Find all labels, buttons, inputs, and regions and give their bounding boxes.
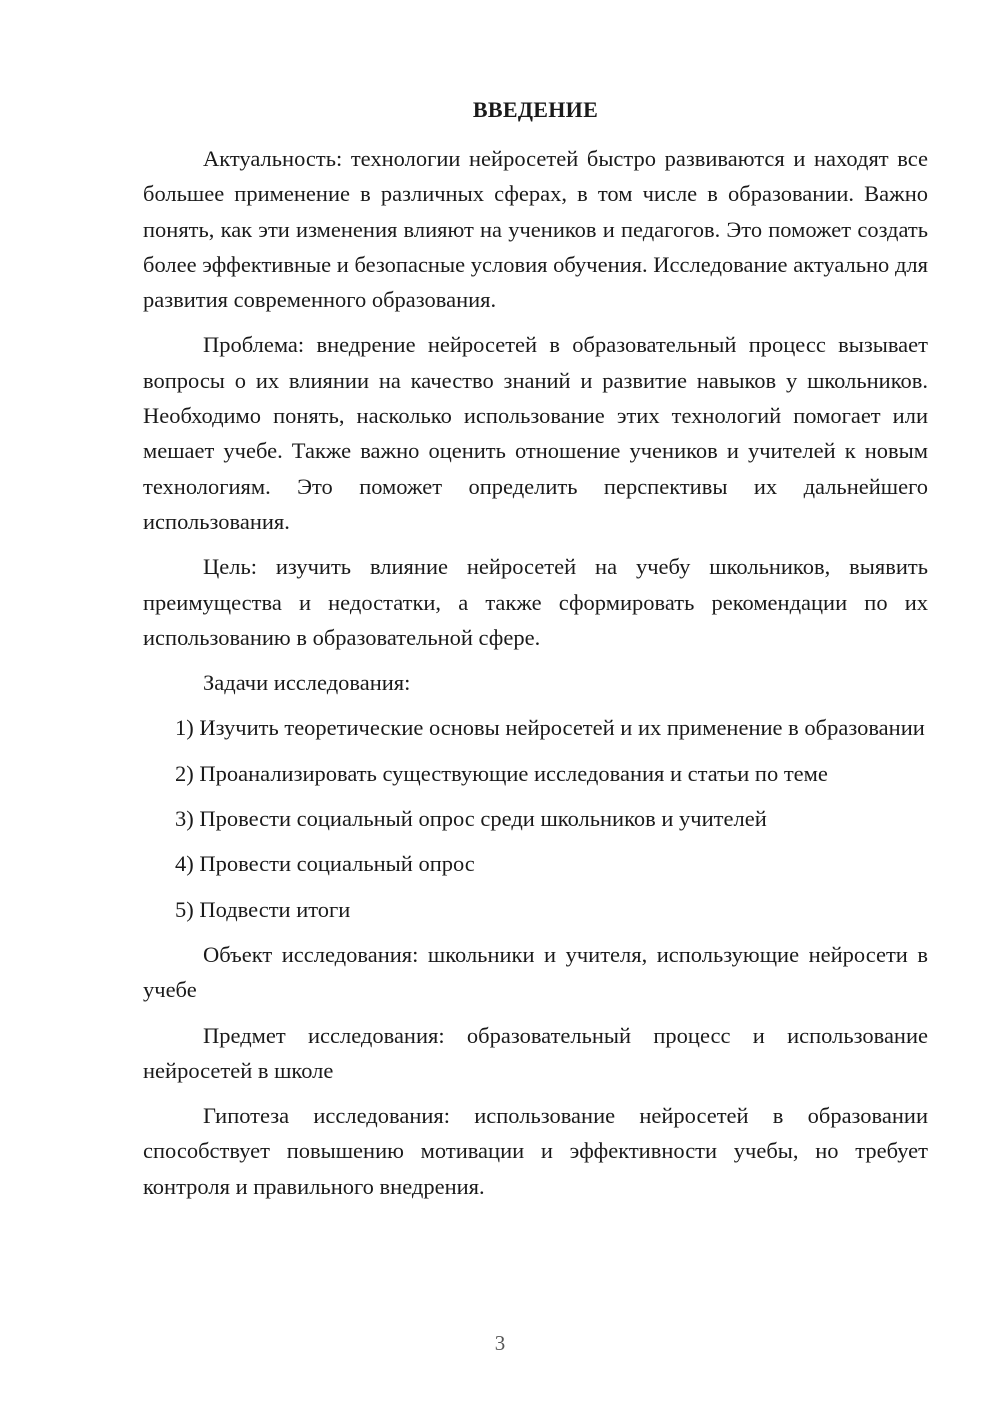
- task-item: 5) Подвести итоги: [175, 896, 351, 922]
- page-number: 3: [494, 1331, 506, 1355]
- hypothesis-paragraph: Гипотеза исследования: использование нейросетей в образовании способствует повышению мотивации и эффективности учебы, но требует контроля и правильного внедрения.: [143, 1103, 928, 1199]
- task-item: 2) Проанализировать существующие исследования и статьи по теме: [175, 760, 828, 786]
- relevance-paragraph: Актуальность: технологии нейросетей быстро развиваются и находят все большее применение в различных сферах, в том числе в образовании. Важно понять, как эти изменения влияют на учеников и педагогов. Это поможет создать более эффективные и безопасные условия обучения. Исследование актуально для развития современного образования.: [143, 146, 928, 313]
- task-item: 3) Провести социальный опрос среди школьников и учителей: [175, 806, 767, 832]
- object-paragraph: Объект исследования: школьники и учителя, использующие нейросети в учебе: [143, 941, 928, 1003]
- task-item: 1) Изучить теоретические основы нейросетей и их применение в образовании: [175, 715, 925, 741]
- problem-paragraph: Проблема: внедрение нейросетей в образовательный процесс вызывает вопросы о их влиянии на качество знаний и развитие навыков у школьников. Необходимо понять, насколько использование этих технологий помогает или мешает учебе. Также важно оценить отношение учеников и учителей к новым технологиям. Это поможет определить перспективы их дальнейшего использования.: [143, 332, 928, 534]
- document-page: [143, 92, 928, 1214]
- tasks-heading: Задачи исследования:: [203, 670, 411, 696]
- section-title: ВВЕДЕНИЕ: [472, 97, 599, 122]
- task-item: 4) Провести социальный опрос: [175, 851, 475, 877]
- subject-paragraph: Предмет исследования: образовательный процесс и использование нейросетей в школе: [143, 1022, 928, 1083]
- goal-paragraph: Цель: изучить влияние нейросетей на учебу школьников, выявить преимущества и недостатки, а также сформировать рекомендации по их использованию в образовательной сфере.: [143, 554, 928, 650]
